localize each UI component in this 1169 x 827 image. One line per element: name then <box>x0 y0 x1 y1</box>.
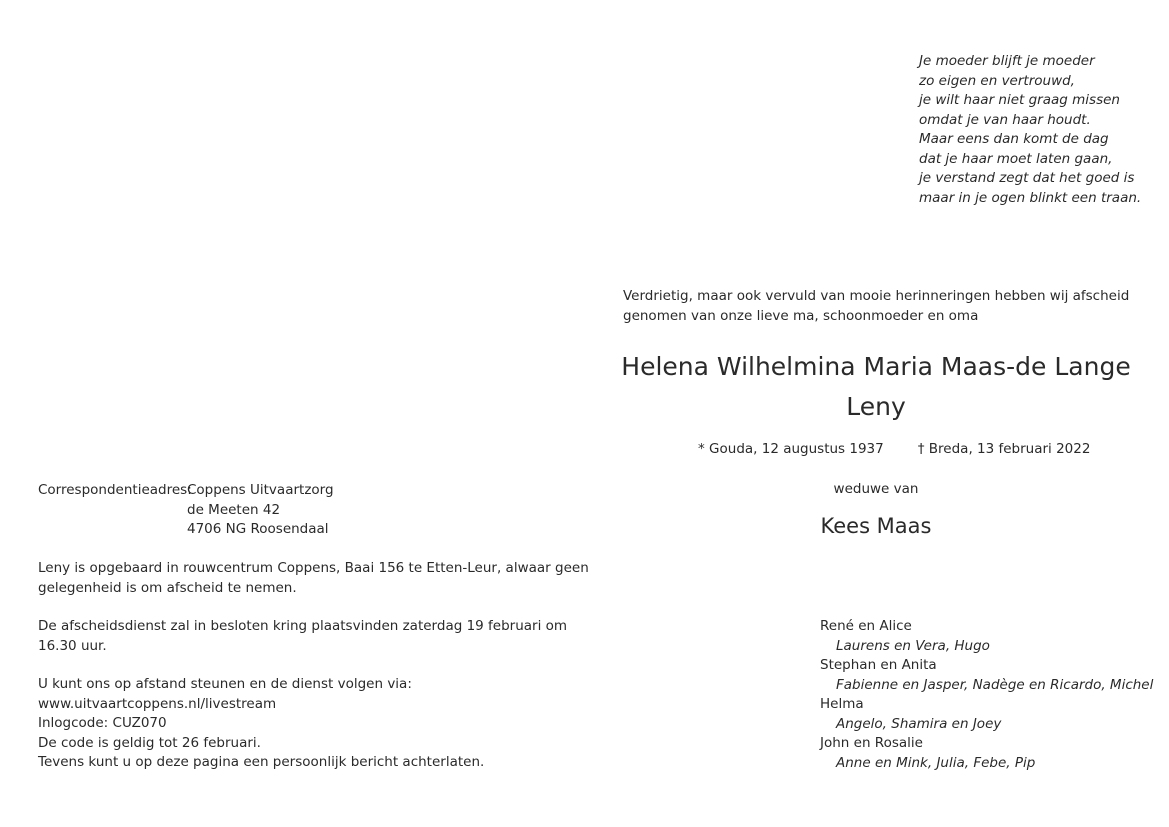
poem-line: dat je haar moet laten gaan, <box>919 150 1113 167</box>
address-line: 4706 NG Roosendaal <box>187 521 329 537</box>
login-code: Inlogcode: CUZ070 <box>38 715 167 731</box>
poem-line: Maar eens dan komt de dag <box>919 131 1109 147</box>
address-line: Coppens Uitvaartzorg <box>187 482 334 498</box>
family-parents: René en Alice <box>820 618 912 634</box>
poem-line: zo eigen en vertrouwd, <box>919 72 1075 89</box>
deceased-full-name: Helena Wilhelmina Maria Maas-de Lange <box>621 352 1131 381</box>
address-line: de Meeten 42 <box>187 501 281 518</box>
poem-line: Je moeder blijft je moeder <box>919 53 1095 69</box>
life-dates <box>698 441 1090 457</box>
death-date: † Breda, 13 februari 2022 <box>917 441 1091 457</box>
family-parents: John en Rosalie <box>820 735 923 751</box>
intro-text <box>623 287 1129 326</box>
deceased-nickname: Leny <box>846 392 906 421</box>
widow-of-label: weduwe van <box>833 481 919 497</box>
paragraph-line: De code is geldig tot 26 februari. <box>38 734 261 751</box>
service-paragraph <box>38 617 567 656</box>
paragraph-line: Leny is opgebaard in rouwcentrum Coppens, Baai 156 te Etten-Leur, alwaar geen <box>38 560 589 576</box>
poem <box>919 52 1141 208</box>
intro-line: Verdrietig, maar ook vervuld van mooie herinneringen hebben wij afscheid <box>623 288 1130 304</box>
laid-out-paragraph <box>38 559 589 598</box>
poem-line: je verstand zegt dat het goed is <box>919 170 1135 186</box>
spouse-name: Kees Maas <box>820 514 932 538</box>
livestream-link[interactable]: www.uitvaartcoppens.nl/livestream <box>38 695 277 712</box>
paragraph-line: U kunt ons op afstand steunen en de dienst volgen via: <box>38 676 412 692</box>
paragraph-line: De afscheidsdienst zal in besloten kring plaatsvinden zaterdag 19 februari om <box>38 618 568 634</box>
family-children: Anne en Mink, Julia, Febe, Pip <box>836 754 1036 771</box>
family-children: Laurens en Vera, Hugo <box>836 637 990 654</box>
livestream-paragraph <box>38 675 484 773</box>
correspondence-label: Correspondentieadres: <box>38 482 192 498</box>
intro-line: genomen van onze lieve ma, schoonmoeder en oma <box>623 307 979 324</box>
birth-date: * Gouda, 12 augustus 1937 <box>698 441 884 457</box>
family-list <box>820 617 1153 773</box>
poem-line: omdat je van haar houdt. <box>919 111 1091 128</box>
correspondence-address <box>187 481 334 540</box>
family-parents: Stephan en Anita <box>820 657 937 673</box>
paragraph-line: 16.30 uur. <box>38 637 107 654</box>
family-children: Fabienne en Jasper, Nadège en Ricardo, Michel <box>836 676 1154 693</box>
family-parents: Helma <box>820 696 864 712</box>
poem-line: maar in je ogen blinkt een traan. <box>919 189 1142 206</box>
poem-line: je wilt haar niet graag missen <box>919 92 1120 108</box>
family-children: Angelo, Shamira en Joey <box>836 715 1002 732</box>
paragraph-line: Tevens kunt u op deze pagina een persoonlijk bericht achterlaten. <box>38 754 485 770</box>
paragraph-line: gelegenheid is om afscheid te nemen. <box>38 579 297 596</box>
